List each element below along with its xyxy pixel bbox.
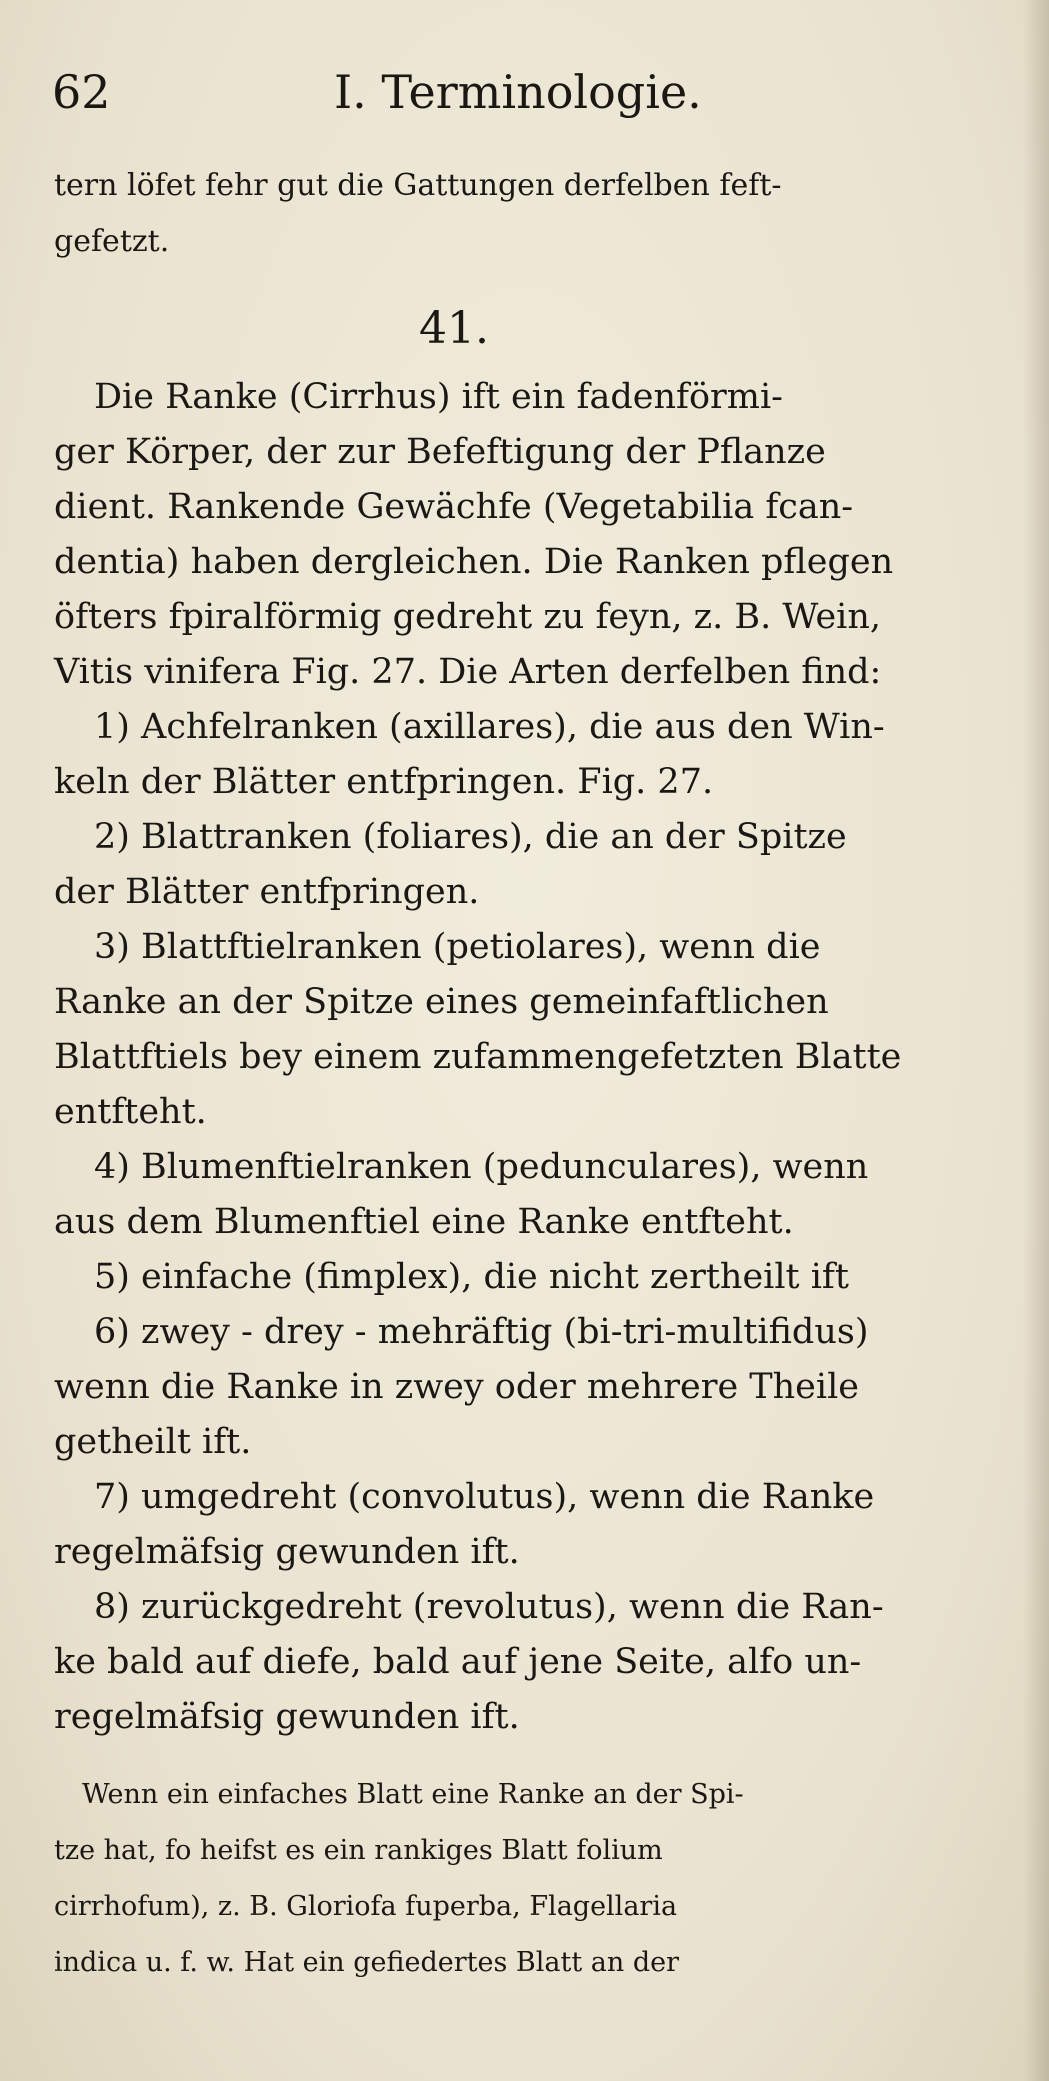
main-paragraph — [54, 370, 1004, 1745]
text-line: dentia) haben dergleichen. Die Ranken pflegen — [54, 542, 894, 582]
text-line: der Blätter entfpringen. — [54, 872, 480, 912]
text-line: wenn die Ranke in zwey oder mehrere Theile — [54, 1367, 859, 1407]
text-line: Blattftiels bey einem zufammengefetzten Blatte — [54, 1037, 902, 1077]
text-line: tze hat, fo heifst es ein rankiges Blatt folium — [54, 1835, 663, 1866]
page-number: 62 — [52, 65, 111, 119]
text-line: dient. Rankende Gewächfe (Vegetabilia fcan- — [54, 487, 854, 527]
text-line: getheilt ift. — [54, 1422, 252, 1462]
intro-paragraph — [54, 158, 1004, 270]
text-line: 6) zwey - drey - mehräftig (bi-tri-multifidus) — [94, 1312, 869, 1352]
text-line: aus dem Blumenftiel eine Ranke entfteht. — [54, 1202, 794, 1242]
text-line: 8) zurückgedreht (revolutus), wenn die Ran- — [94, 1587, 884, 1627]
text-line: 3) Blattftielranken (petiolares), wenn die — [94, 927, 821, 967]
text-line: Ranke an der Spitze eines gemeinfaftlichen — [54, 982, 829, 1022]
footnote-paragraph — [54, 1767, 1004, 1991]
text-line: 7) umgedreht (convolutus), wenn die Ranke — [94, 1477, 875, 1517]
text-line: regelmäfsig gewunden ift. — [54, 1532, 520, 1572]
text-line: regelmäfsig gewunden ift. — [54, 1697, 520, 1737]
text-line: 2) Blattranken (foliares), die an der Spitze — [94, 817, 847, 857]
text-line: 4) Blumenftielranken (pedunculares), wenn — [94, 1147, 869, 1187]
text-line: Vitis vinifera Fig. 27. Die Arten derfelben find: — [54, 652, 882, 692]
running-title: I. Terminologie. — [334, 65, 702, 119]
text-line: keln der Blätter entfpringen. Fig. 27. — [54, 762, 714, 802]
text-line: ke bald auf diefe, bald auf jene Seite, alfo un- — [54, 1642, 862, 1682]
text-line: cirrhofum), z. B. Gloriofa fuperba, Flagellaria — [54, 1891, 678, 1922]
body-text — [54, 158, 1004, 1991]
text-line: Die Ranke (Cirrhus) ift ein fadenförmi- — [94, 377, 783, 417]
text-line: Wenn ein einfaches Blatt eine Ranke an der Spi- — [82, 1779, 744, 1810]
text-line: indica u. f. w. Hat ein gefiedertes Blatt an der — [54, 1947, 680, 1978]
text-line: 5) einfache (fimplex), die nicht zertheilt ift — [94, 1257, 849, 1297]
text-line: ger Körper, der zur Befeftigung der Pflanze — [54, 432, 826, 472]
text-line: 1) Achfelranken (axillares), die aus den Win- — [94, 707, 885, 747]
text-line: öfters fpiralförmig gedreht zu feyn, z. B. Wein, — [54, 597, 882, 637]
text-line: entfteht. — [54, 1092, 207, 1132]
page-edge-shadow — [1023, 0, 1049, 2081]
page-header — [52, 62, 952, 122]
section-number: 41. — [419, 303, 489, 354]
text-line: gefetzt. — [54, 224, 170, 259]
text-line: tern löfet fehr gut die Gattungen derfelben feft- — [54, 168, 782, 203]
